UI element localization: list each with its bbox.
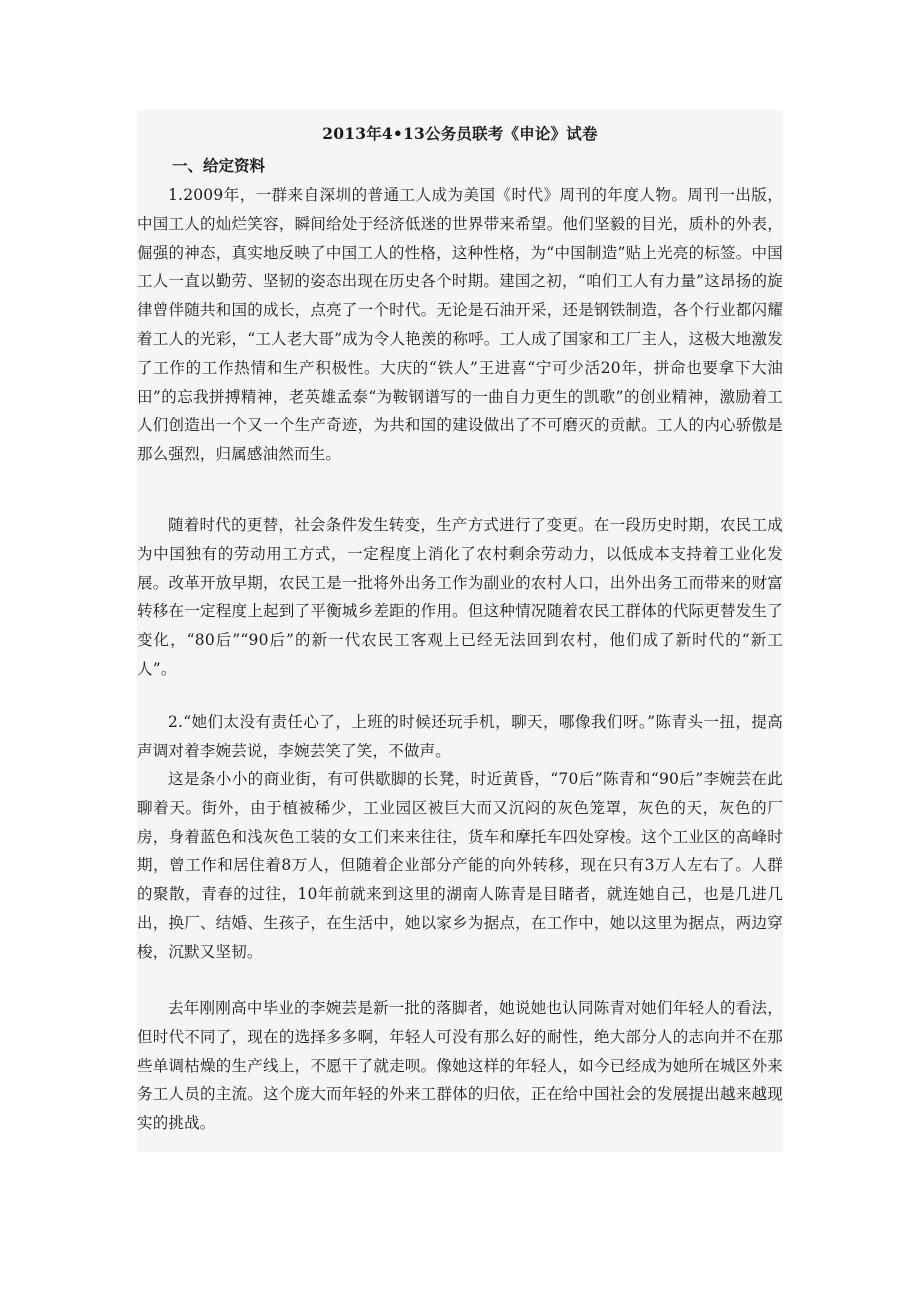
document-title: 2013年4•13公务员联考《申论》试卷 — [322, 124, 598, 143]
paragraph-5: 去年刚刚高中毕业的李婉芸是新一批的落脚者，她说她也认同陈青对她们年轻人的看法，但时代不同了，现在的选择多多啊，年轻人可没有那么好的耐性，绝大部分人的志向并不在那些单调枯燥的生产线上，不愿干了就走呗。像她这样的年轻人，如今已经成为她所在城区外来务工人员的主流。这个庞大而年轻的外来工群体的归依，正在给中国社会的发展提出越来越现实的挑战。 — [137, 999, 783, 1133]
paragraph-2: 随着时代的更替，社会条件发生转变，生产方式进行了变更。在一段历史时期，农民工成为中国独有的劳动用工方式，一定程度上消化了农村剩余劳动力，以低成本支持着工业化发展。改革开放早期，农民工是一批将外出务工作为副业的农村人口，出外出务工而带来的财富转移在一定程度上起到了平衡城乡差距的作用。但这种情况随着农民工群体的代际更替发生了变化，“80后”“90后”的新一代农民工客观上已经无法回到农村，他们成了新时代的“新工人”。 — [137, 516, 783, 678]
paragraph-3: 2.“她们太没有责任心了，上班的时候还玩手机，聊天，哪像我们呀。”陈青头一扭，提高声调对着李婉芸说，李婉芸笑了笑，不做声。 — [137, 713, 783, 760]
paragraph-4: 这是条小小的商业街，有可供歇脚的长凳，时近黄昏，“70后”陈青和“90后”李婉芸在此聊着天。街外，由于植被稀少，工业园区被巨大而又沉闷的灰色笼罩，灰色的天，灰色的厂房，身着蓝色和浅灰色工装的女工们来来往往，货车和摩托车四处穿梭。这个工业区的高峰时期，曾工作和居住着8万人，但随着企业部分产能的向外转移，现在只有3万人左右了。人群的聚散，青春的过往，10年前就来到这里的湖南人陈青是目睹者，就连她自己，也是几进几出，换厂、结婚、生孩子，在生活中，她以家乡为据点，在工作中，她以这里为据点，两边穿梭，沉默又坚韧。 — [137, 770, 783, 961]
document-page — [137, 110, 783, 1152]
paragraph-1: 1.2009年，一群来自深圳的普通工人成为美国《时代》周刊的年度人物。周刊一出版，中国工人的灿烂笑容，瞬间给处于经济低迷的世界带来希望。他们坚毅的目光，质朴的外表，倔强的神态，真实地反映了中国工人的性格，这种性格，为“中国制造”贴上光亮的标签。中国工人一直以勤劳、坚韧的姿态出现在历史各个时期。建国之初，“咱们工人有力量”这昂扬的旋律曾伴随共和国的成长，点亮了一个时代。无论是石油开采，还是钢铁制造，各个行业都闪耀着工人的光彩，“工人老大哥”成为令人艳羡的称呼。工人成了国家和工厂主人，这极大地激发了工作的工作热情和生产积极性。大庆的“铁人”王进喜“宁可少活20年，拼命也要拿下大油田”的忘我拼搏精神，老英雄孟泰“为鞍钢谱写的一曲自力更生的凯歌”的创业精神，激励着工人们创造出一个又一个生产奇迹，为共和国的建设做出了不可磨灭的贡献。工人的内心骄傲是那么强烈，归属感油然而生。 — [137, 186, 783, 464]
section-heading: 一、给定资料 — [172, 156, 266, 175]
